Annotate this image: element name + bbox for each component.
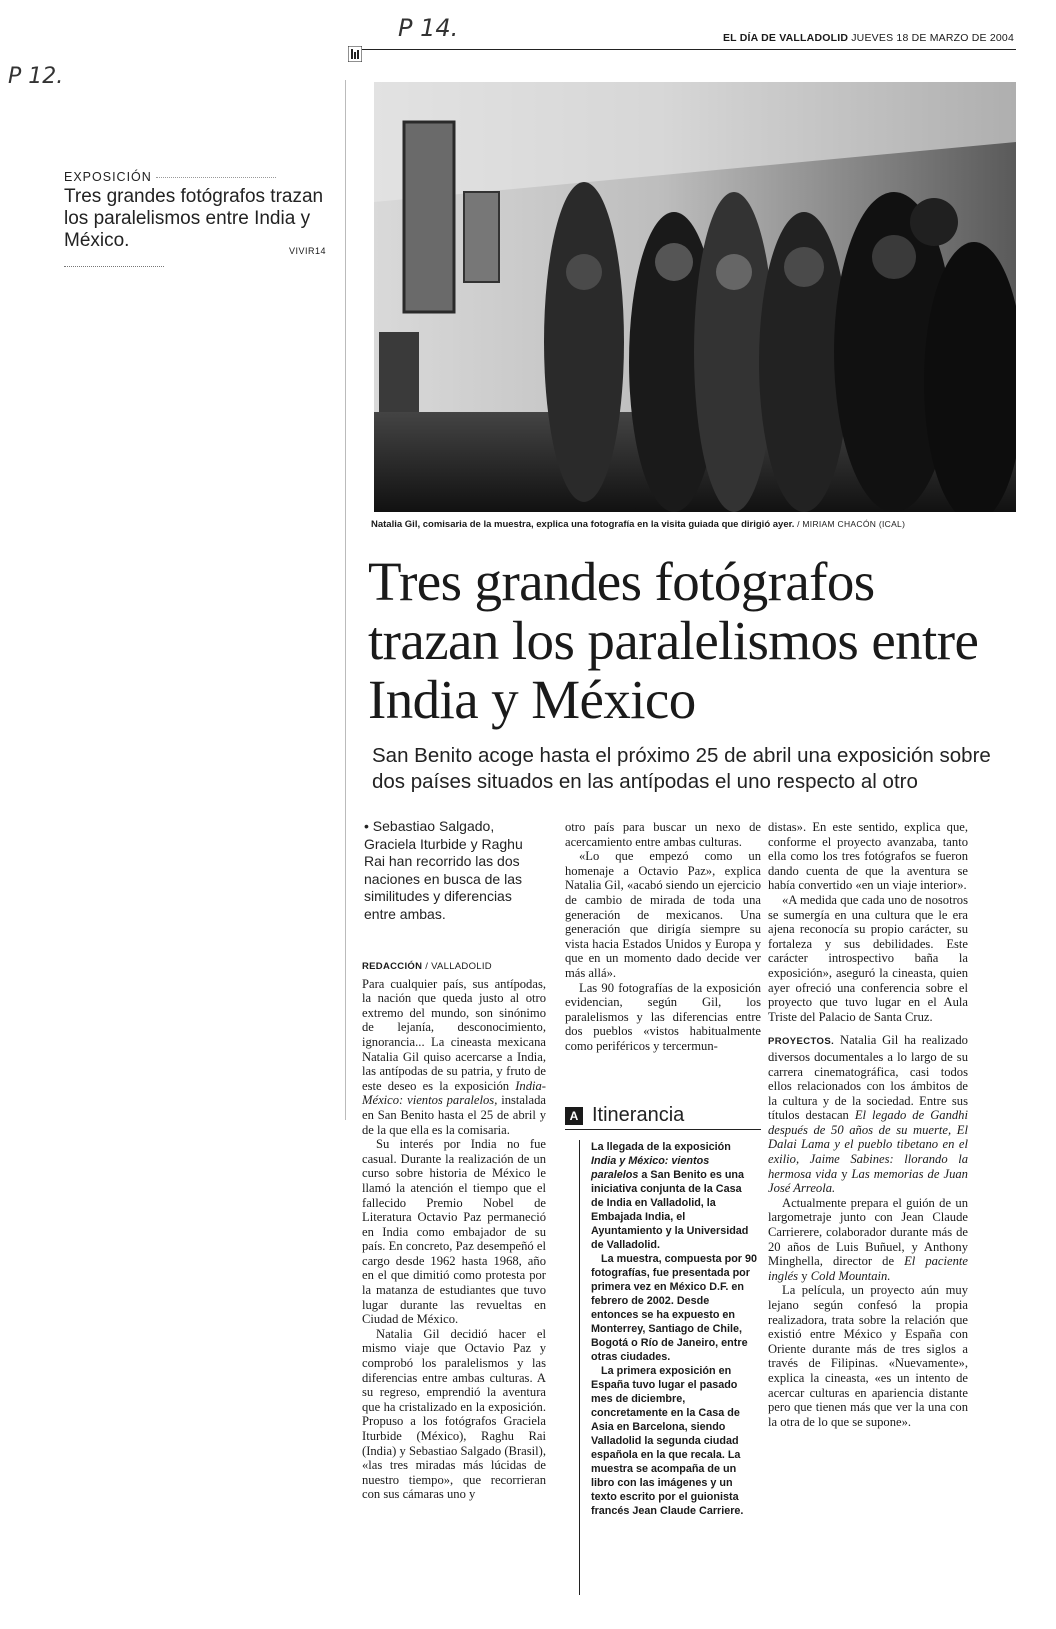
- column-divider: [345, 80, 346, 1120]
- paragraph: distas». En este sentido, explica que, conforme el proyecto avanzaba, tanto ella como los tres fotógrafos se fueron dando cuenta de que la aventura se había convertido «en un viaje interior».: [768, 820, 968, 893]
- teaser-kicker: [64, 170, 326, 184]
- paragraph-text: Actualmente prepara el guión de un largometraje junto con Jean Claude Carrierere, colaborador durante más de 20 años de Luis Buñuel, y Anthony Minghella, director de: [768, 1195, 968, 1269]
- article-summary: • Sebastiao Salgado, Graciela Iturbide y Raghu Rai han recorrido las dos naciones en busca de las similitudes y diferencias entre ambas.: [364, 818, 523, 922]
- newspaper-header: [723, 32, 1014, 44]
- teaser-rule: [64, 266, 164, 267]
- box-paragraph: [591, 1140, 757, 1252]
- paragraph-text: y: [841, 1166, 848, 1181]
- sidebar-teaser: [64, 170, 326, 267]
- box-title-row: [565, 1104, 761, 1130]
- paragraph: [768, 1033, 968, 1196]
- paragraph: otro país para buscar un nexo de acercamiento entre ambas culturas.: [565, 820, 761, 849]
- article-headline: Tres grandes fotógrafos trazan los paralelismos entre India y México: [368, 551, 979, 730]
- newspaper-logo-icon: [348, 46, 362, 62]
- handwritten-margin-note: P 12.: [8, 64, 64, 89]
- header-rule: [352, 49, 1016, 50]
- teaser-kicker-text: EXPOSICIÓN: [64, 170, 152, 184]
- paragraph-text: Natalia Gil ha realizado diversos documentales a lo largo de su carrera cinematográfica, casi todos ellos relacionados con los ámbitos de la cultura y de la sociedad. Entre sus títulos destacan: [768, 1033, 968, 1123]
- exhibition-title: India y México: vientos paralelos: [591, 1155, 710, 1181]
- paragraph: La película, un proyecto aún muy lejano según confesó la propia realizadora, trata sobre la relación que existió entre México y España con Oriente durante más de tres siglos a través de Filipinas. «Nuevamente», explica la cineasta, «es un intento de acercar culturas en apariencia distante pero que tienen más que ver la una con la otra de lo que se supone».: [768, 1283, 968, 1429]
- film-title: El paciente inglés: [768, 1254, 968, 1283]
- paragraph: Natalia Gil decidió hacer el mismo viaje que Octavio Paz y comprobó los paralelismos y las diferencias entre ambas culturas. A su regreso, emprendió la aventura que ha cristalizado en la exposición. Propuso a los fotógrafos Graciela Iturbide (México), Raghu Rai (India) y Sebastiao Salgado (Brasil), «las tres miradas más lúcidas de nuestro tiempo», que recorrieran con sus cámaras uno y: [362, 1326, 546, 1502]
- exhibition-title: India-México: vientos paralelos,: [362, 1078, 546, 1108]
- issue-date: JUEVES 18 DE MARZO DE 2004: [851, 32, 1014, 44]
- teaser-dotted-rule: [156, 177, 276, 178]
- caption-text: Natalia Gil, comisaria de la muestra, explica una fotografía en la visita guiada que dirigió ayer.: [371, 519, 795, 530]
- paragraph-text: y: [801, 1268, 808, 1283]
- article-column-3: [768, 820, 968, 1429]
- film-title: Las memorias de Juan José Arreola.: [768, 1166, 968, 1196]
- box-title: Itinerancia: [592, 1104, 685, 1126]
- article-column-2: [565, 820, 761, 1054]
- paragraph-text: Para cualquier país, sus antípodas, la nación que queda justo al otro extremo del mundo, son sinónimo de lejanía, desconocimiento, ignorancia... La cineasta mexicana Natalia Gil quiso acercarse a India, las antípodas de su patria, y fruto de este deseo es la exposición: [362, 976, 546, 1093]
- photo-caption: [371, 519, 1031, 530]
- byline-agency: REDACCIÓN: [362, 961, 423, 972]
- box-text: a San Benito es una iniciativa conjunta de la Casa de India en Valladolid, la Embajada India, el Ayuntamiento y la Universidad de Valladolid.: [591, 1169, 749, 1251]
- handwritten-page-note: P 14.: [398, 14, 459, 42]
- box-paragraph: La muestra, compuesta por 90 fotografías, fue presentada por primera vez en México D.F. en febrero de 2002. Desde entonces se ha expuesto en Monterrey, Santiago de Chile, Bogotá o Río de Janeiro, entre otras ciudades.: [591, 1253, 758, 1363]
- film-title: Cold Mountain.: [810, 1268, 891, 1283]
- box-rule: [579, 1140, 580, 1595]
- box-text: La llegada de la exposición: [591, 1141, 731, 1153]
- byline: [362, 960, 546, 975]
- article-column-1: [362, 960, 546, 1502]
- paragraph: «A medida que cada uno de nosotros se sumergía en una cultura que le era ajena reconocía su propio carácter, su fortaleza y sus debilidades. Este carácter introspectivo baña la exposición», aseguró la cineasta, quien ayer ofreció una conferencia sobre el proyecto que tuvo lugar en el Aula Triste del Palacio de Santa Cruz.: [768, 892, 968, 1024]
- paragraph: «Lo que empezó como un homenaje a Octavio Paz», explica Natalia Gil, «acabó siendo un ejercicio de cambio de mirada de toda una generación de mexicanos. Una generación que dirigía siempre su vista hacia Estados Unidos y Europa y que en un momento dado decide ver más allá».: [565, 849, 761, 980]
- itinerancia-box: [565, 1104, 761, 1517]
- teaser-text: Tres grandes fotógrafos trazan los paralelismos entre India y México.: [64, 186, 324, 251]
- box-paragraph: La primera exposición en España tuvo lugar el pasado mes de diciembre, concretamente en la Casa de Asia en Barcelona, siendo Valladolid la segunda ciudad española en la que recala. La muestra se acompaña de un libro con las imágenes y un texto escrito por el guionista francés Jean Claude Carriere.: [591, 1365, 744, 1517]
- photo-credit: / MIRIAM CHACÓN (ICAL): [797, 519, 906, 529]
- paragraph: [362, 977, 546, 1138]
- paragraph-text: instalada en San Benito hasta el 25 de abril y de la que ella es la comisaria.: [362, 1093, 546, 1137]
- film-titles: El legado de Gandhi después de 50 años de su muerte, El Dalai Lama y el pueblo tibetano en el exilio, Jaime Sabines: llorando la hermosa vida: [768, 1108, 968, 1181]
- paragraph: Su interés por India no fue casual. Durante la realización de un curso sobre historia de México le llamó la atención el tiempo que el fallecido Premio Nobel de Literatura Octavio Paz permaneció en India como embajador de su país. En concreto, Paz desempeñó el cargo desde 1962 hasta 1968, año en el que dimitió como protesta por la matanza de estudiantes que tuvo lugar durante las revueltas en Ciudad de México.: [362, 1137, 546, 1327]
- teaser-page-ref: VIVIR14: [288, 246, 326, 256]
- box-body: [591, 1140, 757, 1518]
- section-lead: PROYECTOS.: [768, 1036, 835, 1048]
- paragraph: Las 90 fotografías de la exposición evidencian, según Gil, los paralelismos y las diferencias entre dos pueblos «vistos habitualmente como periféricos y tercermun-: [565, 980, 761, 1053]
- article-subhead: San Benito acoge hasta el próximo 25 de abril una exposición sobre dos países situados en las antípodas el uno respecto al otro: [372, 744, 991, 793]
- paragraph: [768, 1196, 968, 1284]
- exhibition-photo: [374, 82, 1016, 512]
- newspaper-name: EL DÍA DE VALLADOLID: [722, 32, 849, 44]
- byline-place: / VALLADOLID: [425, 961, 492, 972]
- section-icon: A: [565, 1107, 583, 1125]
